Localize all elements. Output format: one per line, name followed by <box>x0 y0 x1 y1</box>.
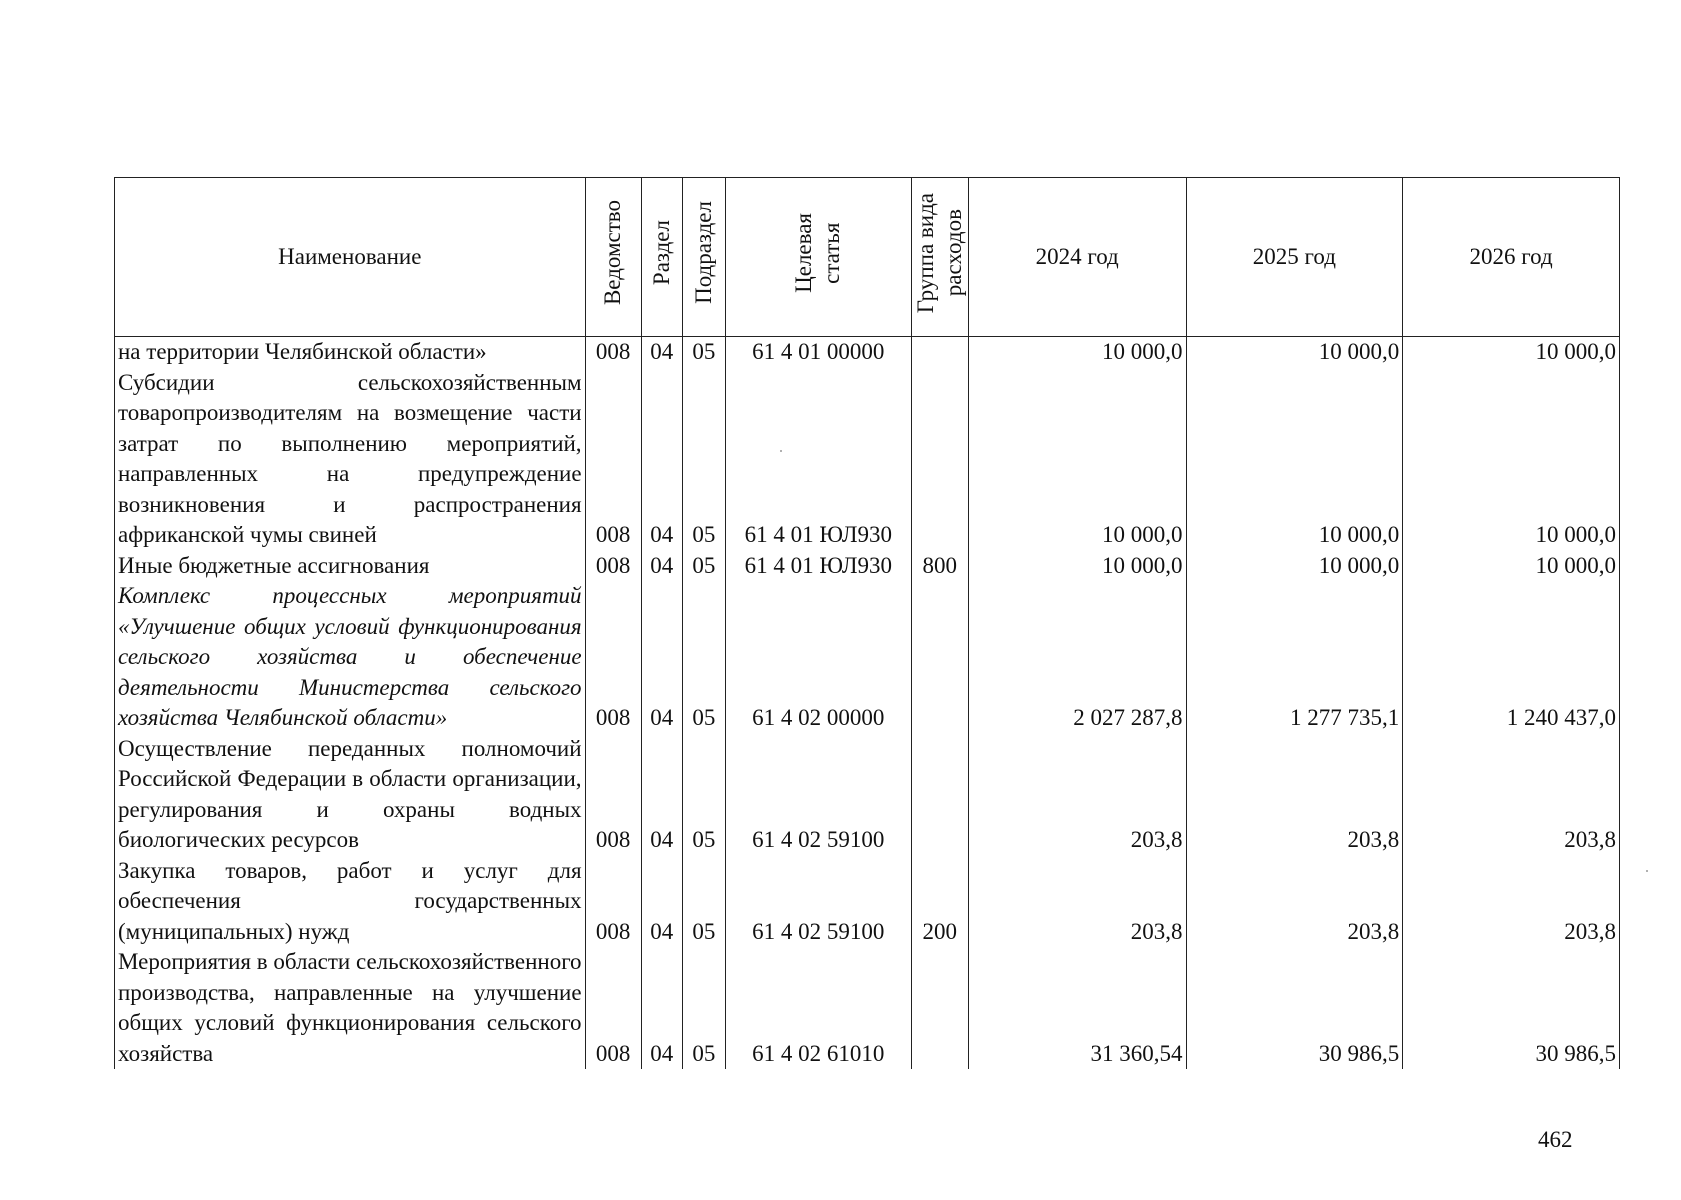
section-cell: 04 <box>641 734 682 856</box>
section-cell: 04 <box>641 551 682 582</box>
amount-2026-cell: 1 240 437,0 <box>1403 581 1620 734</box>
department-cell: 008 <box>585 551 641 582</box>
table-row <box>115 734 1620 856</box>
header-department-text: Ведомство <box>600 200 626 306</box>
target-article-cell: 61 4 01 ЮЛ930 <box>726 368 912 551</box>
header-target-article-line2: статья <box>819 222 845 284</box>
row-name-cell: Закупка товаров, работ и услуг для обеспечения государственных (муниципальных) нужд <box>115 856 586 948</box>
target-article-cell: 61 4 01 00000 <box>726 337 912 368</box>
header-expense-group <box>911 178 968 337</box>
department-cell: 008 <box>585 734 641 856</box>
amount-2026-cell: 10 000,0 <box>1403 368 1620 551</box>
expense-group-cell: 200 <box>911 856 968 948</box>
header-target-article-line1: Целевая <box>791 212 817 293</box>
section-cell: 04 <box>641 947 682 1069</box>
amount-2026-cell: 10 000,0 <box>1403 337 1620 368</box>
subsection-cell: 05 <box>682 856 725 948</box>
department-cell: 008 <box>585 856 641 948</box>
row-name-cell: Субсидии сельскохозяйственным товаропроизводителям на возмещение части затрат по выполнению мероприятий, направленных на предупреждение возникновения и распространения африканской чумы свиней <box>115 368 586 551</box>
header-expense-group-line2: расходов <box>940 209 966 297</box>
row-name-cell: Иные бюджетные ассигнования <box>115 551 586 582</box>
amount-2026-cell: 10 000,0 <box>1403 551 1620 582</box>
header-year-2026-text: 2026 год <box>1469 243 1553 269</box>
amount-2026-cell: 203,8 <box>1403 734 1620 856</box>
department-cell: 008 <box>585 581 641 734</box>
amount-2025-cell: 1 277 735,1 <box>1186 581 1403 734</box>
header-name <box>115 178 586 337</box>
section-cell: 04 <box>641 581 682 734</box>
amount-2025-cell: 10 000,0 <box>1186 368 1403 551</box>
table-row <box>115 947 1620 1069</box>
section-cell: 04 <box>641 856 682 948</box>
target-article-cell: 61 4 02 00000 <box>726 581 912 734</box>
amount-2025-cell: 30 986,5 <box>1186 947 1403 1069</box>
department-cell: 008 <box>585 947 641 1069</box>
table-row <box>115 581 1620 734</box>
table-header-row <box>115 178 1620 337</box>
amount-2024-cell: 203,8 <box>968 734 1186 856</box>
header-target-article <box>726 178 912 337</box>
section-cell: 04 <box>641 368 682 551</box>
row-name-cell: Осуществление переданных полномочий Российской Федерации в области организации, регулирования и охраны водных биологических ресурсов <box>115 734 586 856</box>
subsection-cell: 05 <box>682 734 725 856</box>
table-row <box>115 856 1620 948</box>
header-subsection <box>682 178 725 337</box>
header-year-2024 <box>968 178 1186 337</box>
amount-2024-cell: 10 000,0 <box>968 551 1186 582</box>
section-cell: 04 <box>641 337 682 368</box>
page-number: 462 <box>1538 1127 1573 1152</box>
expense-group-cell <box>911 581 968 734</box>
header-target-article-text <box>790 213 846 293</box>
subsection-cell: 05 <box>682 947 725 1069</box>
row-name-cell: на территории Челябинской области» <box>115 337 586 368</box>
table-row <box>115 551 1620 582</box>
target-article-cell: 61 4 01 ЮЛ930 <box>726 551 912 582</box>
expense-group-cell <box>911 947 968 1069</box>
expense-group-cell <box>911 368 968 551</box>
amount-2025-cell: 203,8 <box>1186 734 1403 856</box>
table-body <box>115 337 1620 1070</box>
target-article-cell: 61 4 02 59100 <box>726 734 912 856</box>
amount-2024-cell: 10 000,0 <box>968 337 1186 368</box>
subsection-cell: 05 <box>682 551 725 582</box>
header-expense-group-line1: Группа вида <box>912 192 938 313</box>
row-name-cell: Комплекс процессных мероприятий «Улучшение общих условий функционирования сельского хозяйства и обеспечение деятельности Министерства сельского хозяйства Челябинской области» <box>115 581 586 734</box>
target-article-cell: 61 4 02 61010 <box>726 947 912 1069</box>
expense-group-cell <box>911 337 968 368</box>
amount-2025-cell: 203,8 <box>1186 856 1403 948</box>
amount-2026-cell: 203,8 <box>1403 856 1620 948</box>
header-department <box>585 178 641 337</box>
header-year-2025 <box>1186 178 1403 337</box>
subsection-cell: 05 <box>682 368 725 551</box>
table-row <box>115 368 1620 551</box>
department-cell: 008 <box>585 368 641 551</box>
header-section <box>641 178 682 337</box>
amount-2025-cell: 10 000,0 <box>1186 337 1403 368</box>
amount-2024-cell: 10 000,0 <box>968 368 1186 551</box>
target-article-cell: 61 4 02 59100 <box>726 856 912 948</box>
expense-group-cell: 800 <box>911 551 968 582</box>
amount-2024-cell: 2 027 287,8 <box>968 581 1186 734</box>
amount-2024-cell: 203,8 <box>968 856 1186 948</box>
header-year-2024-text: 2024 год <box>1035 243 1119 269</box>
scan-speck <box>780 450 782 452</box>
subsection-cell: 05 <box>682 337 725 368</box>
header-year-2025-text: 2025 год <box>1252 243 1336 269</box>
header-year-2026 <box>1403 178 1620 337</box>
amount-2024-cell: 31 360,54 <box>968 947 1186 1069</box>
header-section-text: Раздел <box>648 220 674 286</box>
subsection-cell: 05 <box>682 581 725 734</box>
budget-table <box>114 177 1620 1069</box>
expense-group-cell <box>911 734 968 856</box>
table-row <box>115 337 1620 368</box>
amount-2026-cell: 30 986,5 <box>1403 947 1620 1069</box>
header-subsection-text: Подраздел <box>690 201 716 305</box>
amount-2025-cell: 10 000,0 <box>1186 551 1403 582</box>
department-cell: 008 <box>585 337 641 368</box>
row-name-cell: Мероприятия в области сельскохозяйственного производства, направленные на улучшение общих условий функционирования сельского хозяйства <box>115 947 586 1069</box>
header-name-text: Наименование <box>278 243 422 269</box>
header-expense-group-text <box>912 193 968 313</box>
scan-speck <box>1646 870 1648 872</box>
